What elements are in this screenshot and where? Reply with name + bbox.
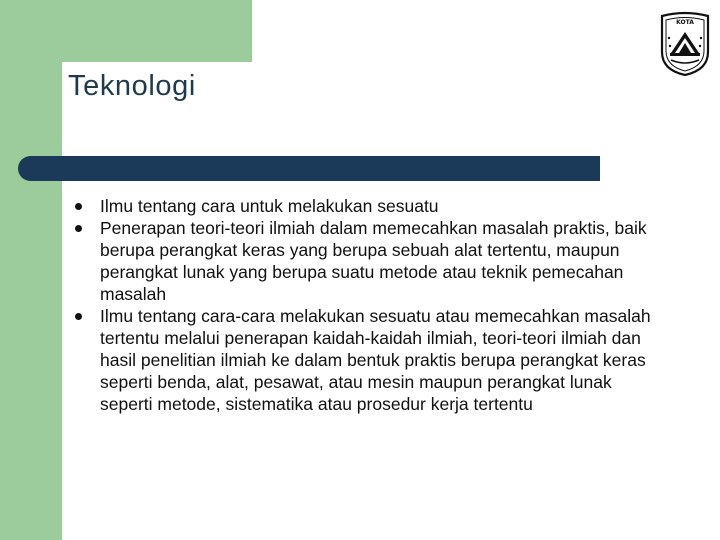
bullet-dot-icon xyxy=(75,313,82,320)
decorative-green-header-block xyxy=(0,0,252,62)
bullet-dot-icon xyxy=(75,225,82,232)
logo-text: KOTA xyxy=(676,19,694,26)
list-item-text: Ilmu tentang cara-cara melakukan sesuatu atau memecahkan masalah tertentu melalui penerapan kaidah-kaidah ilmiah, teori-teori ilmiah dan hasil penelitian ilmiah ke dalam bentuk praktis berupa perangkat keras seperti benda, alat, pesawat, atau mesin maupun perangkat lunak seperti metode, sistematika atau prosedur kerja tertentu xyxy=(100,306,651,414)
list-item xyxy=(75,217,665,305)
list-item-text: Penerapan teori-teori ilmiah dalam memecahkan masalah praktis, baik berupa perangkat keras yang berupa sebuah alat tertentu, maupun perangkat lunak yang berupa suatu metode atau teknik pemecahan masalah xyxy=(100,218,647,304)
city-emblem-logo xyxy=(659,10,711,76)
title-underline-bar xyxy=(18,156,600,181)
list-item xyxy=(75,305,665,415)
slide-title: Teknologi xyxy=(68,70,196,102)
decorative-green-column xyxy=(0,0,62,540)
bullet-list xyxy=(75,195,665,415)
list-item-text: Ilmu tentang cara untuk melakukan sesuatu xyxy=(100,196,439,216)
list-item xyxy=(75,195,665,217)
bullet-dot-icon xyxy=(75,203,82,210)
